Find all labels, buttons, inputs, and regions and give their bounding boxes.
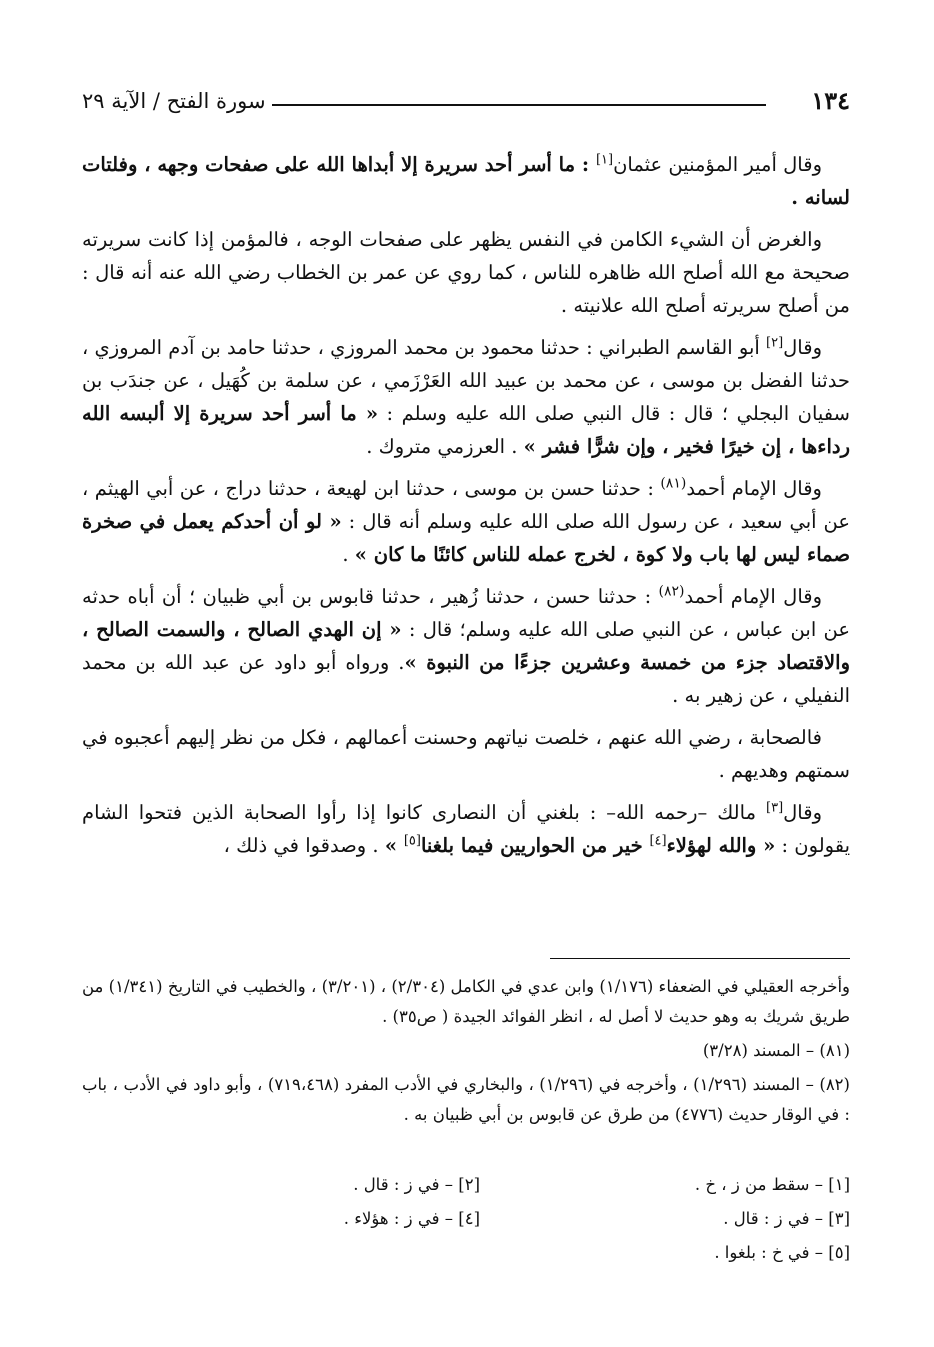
bold-quote: « ما أسر أحد سريرة إلا ألبسه الله رداءها ، إن خيرًا فخير ، وإن شرًّا فشر » bbox=[82, 402, 850, 458]
text-run: . وصدقوا في ذلك ، bbox=[223, 834, 385, 857]
bold-quote: » bbox=[384, 834, 404, 857]
paragraph-p6 bbox=[82, 721, 850, 787]
body-text bbox=[82, 148, 850, 871]
footnote-fn82: (٨٢) – المسند (١/٢٩٦) ، وأخرجه في (١/٢٩٦) ، والبخاري في الأدب المفرد (٧١٩،٤٦٨) ، وأبو داود في الأدب ، باب : في الوقار حديث (٤٧٧٦) من طرق عن قابوس بن أبي ظبيان به . bbox=[82, 1075, 850, 1124]
paragraph-p3 bbox=[82, 331, 850, 463]
running-title: سورة الفتح / الآية ٢٩ bbox=[82, 89, 266, 113]
footnote-marker: [٥] bbox=[403, 833, 421, 849]
bold-quote: « والله لهؤلاء bbox=[666, 834, 776, 857]
text-run: وقال أمير المؤمنين عثمان bbox=[613, 153, 822, 176]
footnote-fn0: وأخرجه العقيلي في الضعفاء (١/١٧٦) وابن عدي في الكامل (٢/٣٠٤) ، (٣/٢٠١) ، والخطيب في التاريخ (١/٣٤١) من طريق شريك به وهو حديث لا أصل له ، انظر الفوائد الجيدة ( ص٣٥) . bbox=[82, 977, 851, 1026]
text-run: وقال الإمام أحمد bbox=[684, 585, 822, 608]
text-run: وقال bbox=[783, 336, 822, 359]
variant-note-v1: [١] – سقط من ز ، خ . bbox=[694, 1175, 850, 1194]
footnote-marker: [٤] bbox=[649, 833, 667, 849]
footnotes bbox=[82, 972, 850, 1134]
text-run: . ورواه أبو داود عن عبد الله بن محمد النفيلي ، عن زهير به . bbox=[82, 651, 850, 707]
footnote-marker: [١] bbox=[595, 152, 614, 168]
footnote-separator bbox=[550, 958, 850, 959]
text-run: وقال bbox=[783, 801, 822, 824]
footnote-marker: [٣] bbox=[766, 800, 784, 816]
page-header bbox=[82, 84, 850, 120]
variant-note-v5: [٥] – في خ : بلغوا . bbox=[714, 1243, 850, 1262]
text-run: وقال الإمام أحمد bbox=[686, 477, 822, 500]
bold-quote: « لو أن أحدكم يعمل في صخرة صماء ليس لها باب ولا كوة ، لخرج عمله للناس كائنًا ما كان » bbox=[82, 510, 850, 566]
paragraph-p7 bbox=[82, 796, 850, 862]
text-run: والغرض أن الشيء الكامن في النفس يظهر على صفحات الوجه ، فالمؤمن إذا كانت سريرته صحيحة مع الله أصلح الله ظاهره للناس ، كما روي عن عمر بن الخطاب رضي الله عنه أنه قال : من أصلح سريرته أصلح الله علانيته . bbox=[82, 228, 850, 317]
variant-notes bbox=[150, 1168, 850, 1270]
variant-note-v3: [٣] – في ز : قال . bbox=[723, 1209, 850, 1228]
text-run: أبو القاسم الطبراني : حدثنا محمود بن محمد المروزي ، حدثنا حامد بن آدم المروزي ، حدثنا الفضل بن موسى ، عن محمد بن عبيد الله العَرْزَمي ، عن سلمة بن كُهَيل ، عن جندَب بن سفيان البجلي ؛ قال : قال النبي صلى الله عليه وسلم : bbox=[82, 336, 850, 425]
footnote-marker: [٢] bbox=[766, 335, 784, 351]
variant-note-v2: [٢] – في ز : قال . bbox=[353, 1175, 480, 1194]
text-run: : حدثنا حسن ، حدثنا زُهير ، حدثنا قابوس بن أبي ظبيان ؛ أن أباه حدثه عن ابن عباس ، عن النبي صلى الله عليه وسلم؛ قال : bbox=[82, 585, 851, 641]
footnote-marker: (٨١) bbox=[660, 475, 687, 492]
text-run: : حدثنا حسن بن موسى ، حدثنا ابن لهيعة ، حدثنا دراج ، عن أبي الهيثم ، عن أبي سعيد ، عن رسول الله صلى الله عليه وسلم أنه قال : bbox=[82, 477, 850, 533]
page-number: ١٣٤ bbox=[811, 86, 850, 115]
paragraph-p5 bbox=[82, 580, 850, 712]
bold-quote: « إن الهدي الصالح ، والسمت الصالح ، والاقتصاد جزء من خمسة وعشرين جزءًا من النبوة » bbox=[82, 618, 850, 674]
bold-quote: : ما أسر أحد سريرة إلا أبداها الله على صفحات وجهه ، وفلتات لسانه . bbox=[82, 153, 850, 209]
text-run: فالصحابة ، رضي الله عنهم ، خلصت نياتهم وحسنت أعمالهم ، فكل من نظر إليهم أعجبوه في سمتهم وهديهم . bbox=[82, 726, 850, 782]
paragraph-p2 bbox=[82, 223, 850, 322]
paragraph-p1 bbox=[82, 148, 850, 214]
text-run: . bbox=[342, 543, 355, 566]
footnote-marker: (٨٢) bbox=[658, 583, 685, 600]
header-rule bbox=[272, 104, 766, 106]
bold-quote: خير من الحواريين فيما بلغنا bbox=[420, 834, 650, 857]
text-run: مالك –رحمه الله– : بلغني أن النصارى كانوا إذا رأوا الصحابة الذين فتحوا الشام يقولون : bbox=[82, 801, 850, 857]
paragraph-p4 bbox=[82, 472, 850, 571]
text-run: . العرزمي متروك . bbox=[366, 435, 524, 458]
variant-note-v4: [٤] – في ز : هؤلاء . bbox=[343, 1209, 480, 1228]
footnote-fn81: (٨١) – المسند (٣/٢٨) bbox=[702, 1041, 850, 1060]
